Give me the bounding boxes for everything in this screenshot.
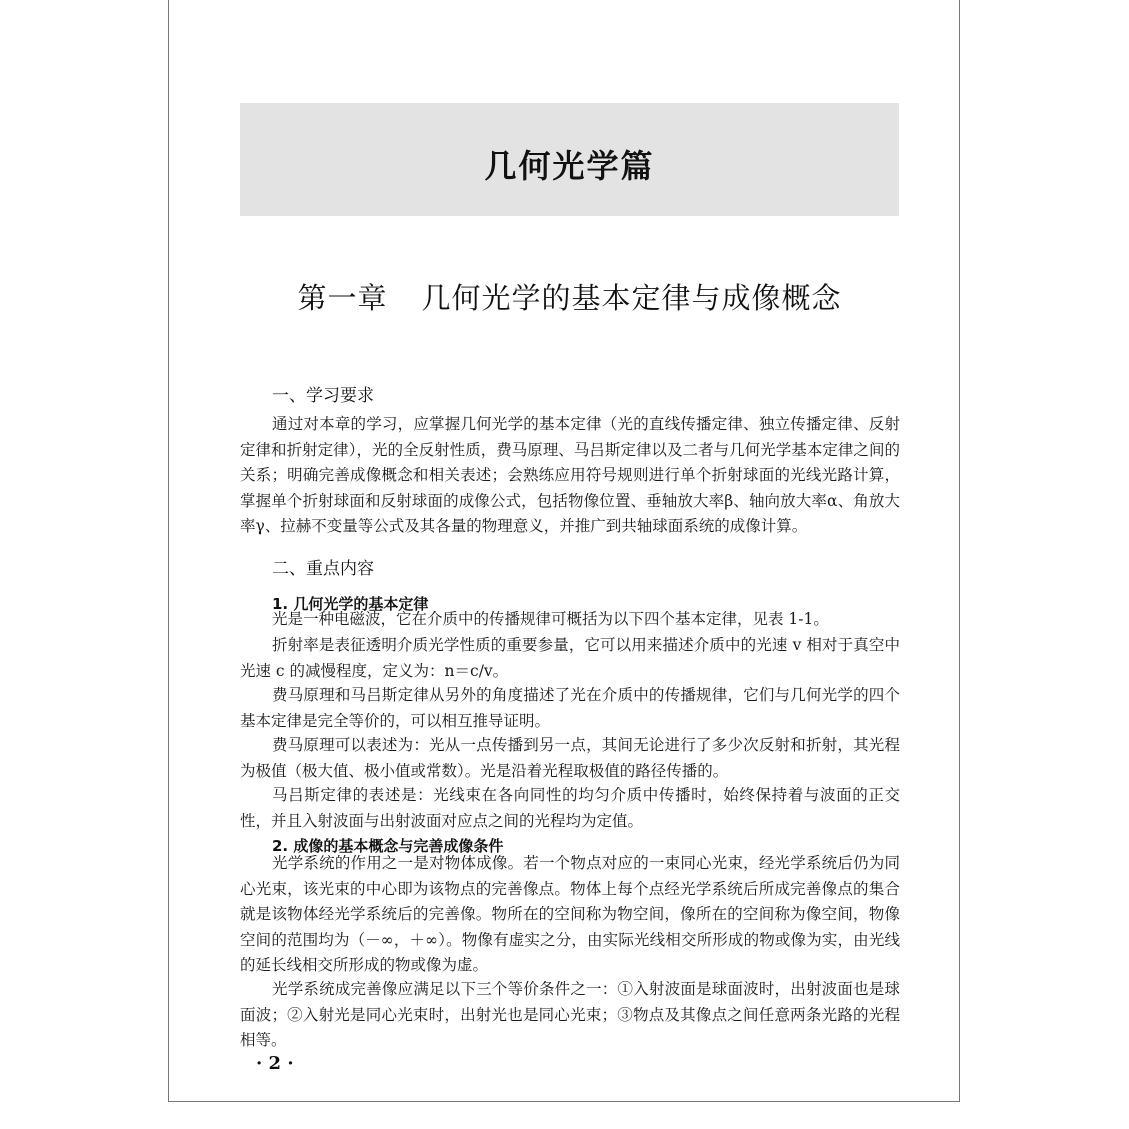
part-title: 几何光学篇 <box>484 147 655 185</box>
subsection-heading-basic-laws: 1. 几何光学的基本定律 <box>272 595 429 613</box>
section-heading-learning-requirements: 一、学习要求 <box>272 386 374 406</box>
chapter-name: 几何光学的基本定律与成像概念 <box>421 281 842 315</box>
paragraph-fermat-malus-equivalence: 费马原理和马吕斯定律从另外的角度描述了光在介质中的传播规律，它们与几何光学的四个基本定律是完全等价的，可以相互推导证明。 <box>240 686 900 730</box>
chapter-title <box>240 276 899 317</box>
subsection-heading-imaging-concepts: 2. 成像的基本概念与完善成像条件 <box>272 837 504 855</box>
paragraph-learning-requirements: 通过对本章的学习，应掌握几何光学的基本定律（光的直线传播定律、独立传播定律、反射定律和折射定律），光的全反射性质，费马原理、马吕斯定律以及二者与几何光学基本定律之间的关系；明确完善成像概念和相关表述；会熟练应用符号规则进行单个折射球面的光线光路计算，掌握单个折射球面和反射球面的成像公式，包括物像位置、垂轴放大率β、轴向放大率α、角放大率γ、拉赫不变量等公式及其各量的物理意义，并推广到共轴球面系统的成像计算。 <box>240 415 900 535</box>
paragraph-refractive-index: 折射率是表征透明介质光学性质的重要参量，它可以用来描述介质中的光速 v 相对于真空中光速 c 的减慢程度，定义为：n＝c/v。 <box>240 636 900 680</box>
page-number: · 2 · <box>256 1053 294 1074</box>
paragraph-electromagnetic-wave: 光是一种电磁波，它在介质中的传播规律可概括为以下四个基本定律，见表 1-1。 <box>272 610 829 628</box>
paragraph-malus-law: 马吕斯定律的表述是：光线束在各向同性的均匀介质中传播时，始终保持着与波面的正交性，并且入射波面与出射波面对应点之间的光程均为定值。 <box>240 786 900 830</box>
paragraph-imaging-concepts: 光学系统的作用之一是对物体成像。若一个物点对应的一束同心光束，经光学系统后仍为同心光束，该光束的中心即为该物点的完善像点。物体上每个点经光学系统后所成完善像点的集合就是该物体经光学系统后的完善像。物所在的空间称为物空间，像所在的空间称为像空间，物像空间的范围均为（－∞，＋∞）。物像有虚实之分，由实际光线相交所形成的物或像为实，由光线的延长线相交所形成的物或像为虚。 <box>240 854 900 974</box>
section-heading-key-content: 二、重点内容 <box>272 559 374 579</box>
paragraph-fermat-principle: 费马原理可以表述为：光从一点传播到另一点，其间无论进行了多少次反射和折射，其光程为极值（极大值、极小值或常数）。光是沿着光程取极值的路径传播的。 <box>240 736 900 780</box>
paragraph-perfect-imaging-conditions: 光学系统成完善像应满足以下三个等价条件之一：①入射波面是球面波时，出射波面也是球面波；②入射光是同心光束时，出射光也是同心光束；③物点及其像点之间任意两条光路的光程相等。 <box>240 980 900 1049</box>
part-title-banner <box>240 103 899 216</box>
chapter-number: 第一章 <box>297 281 388 315</box>
